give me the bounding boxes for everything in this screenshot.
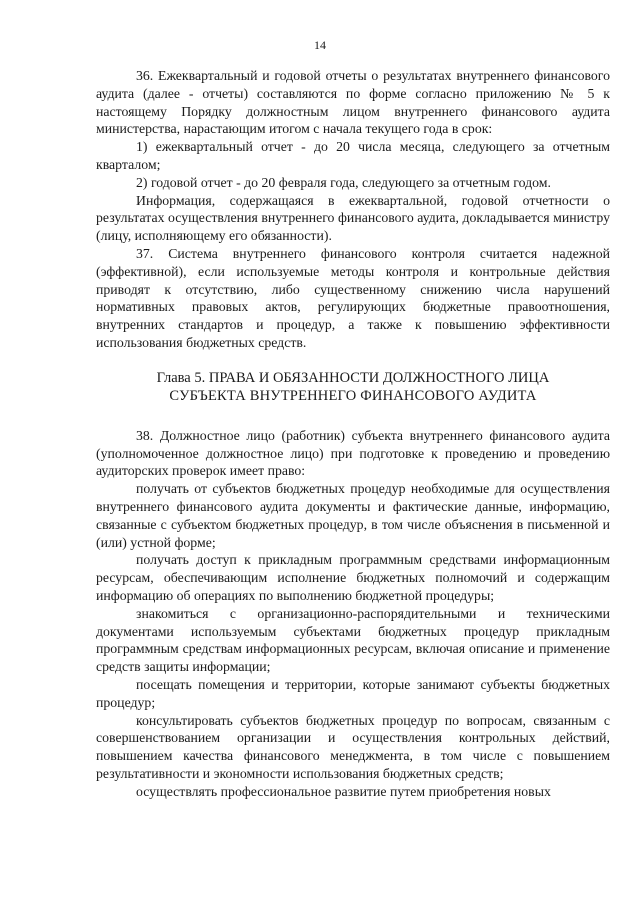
list-item-quarterly-report: 1) ежеквартальный отчет - до 20 числа месяца, следующего за отчетным кварталом; (96, 139, 610, 172)
right-item-access-software: получать доступ к прикладным программным средствами информационным ресурсам, обеспечивающим исполнение бюджетных полномочий и содержащим информацию об операциях по выполнению бюджетной процедуры; (96, 552, 610, 603)
chapter-heading-line-2: СУБЪЕКТА ВНУТРЕННЕГО ФИНАНСОВОГО АУДИТА (169, 387, 537, 404)
chapter-heading-line-1: Глава 5. ПРАВА И ОБЯЗАННОСТИ ДОЛЖНОСТНОГО ЛИЦА (156, 369, 550, 386)
page-number: 14 (314, 38, 326, 52)
list-item-annual-report: 2) годовой отчет - до 20 февраля года, следующего за отчетным годом. (136, 174, 551, 190)
paragraph-36: 36. Ежеквартальный и годовой отчеты о результатах внутреннего финансового аудита (далее - отчеты) составляются по форме согласно приложению № 5 к настоящему Порядку должностным лицом внутреннего финансового аудита министерства, нарастающим итогом с начала текущего года в срок: (96, 68, 610, 137)
right-item-consult: консультировать субъектов бюджетных процедур по вопросам, связанным с совершенствованием организации и осуществления контрольных действий, повышением качества финансового менеджмента, в том числе с повышением результативности и экономности использования бюджетных средств; (96, 712, 610, 781)
paragraph-38: 38. Должностное лицо (работник) субъекта внутреннего финансового аудита (уполномоченное должностное лицо) при подготовке к проведению и проведению аудиторских проверок имеет право: (96, 427, 610, 479)
spacer (96, 352, 610, 369)
spacer (96, 405, 610, 427)
chapter-heading (96, 369, 610, 405)
right-item-professional-development: осуществлять профессиональное развитие путем приобретения новых (136, 783, 551, 799)
paragraph-reporting-info: Информация, содержащаяся в ежеквартальной, годовой отчетности о результатах осуществления внутреннего финансового аудита, докладывается министру (лицу, исполняющему его обязанности). (96, 192, 610, 244)
right-item-obtain-documents: получать от субъектов бюджетных процедур необходимые для осуществления внутреннего финансового аудита документы и фактические данные, информацию, связанные с субъектом бюджетных процедур, в том числе объяснения в письменной и (или) устной форме; (96, 481, 610, 550)
paragraph-37: 37. Система внутреннего финансового контроля считается надежной (эффективной), если используемые методы контроля и контрольные действия приводят к отсутствию, либо существенному снижению числа нарушений нормативных правовых актов, регулирующих бюджетные правоотношения, внутренних стандартов и процедур, а также к повышению эффективности использования бюджетных средств. (96, 245, 610, 350)
right-item-visit-premises: посещать помещения и территории, которые занимают субъекты бюджетных процедур; (96, 676, 610, 710)
document-body (96, 67, 610, 800)
right-item-review-documents: знакомиться с организационно-распорядительными и техническими документами используемым субъектами бюджетных процедур прикладным программным средствам информационных ресурсам, включая описание и применение средств защиты информации; (96, 605, 610, 675)
